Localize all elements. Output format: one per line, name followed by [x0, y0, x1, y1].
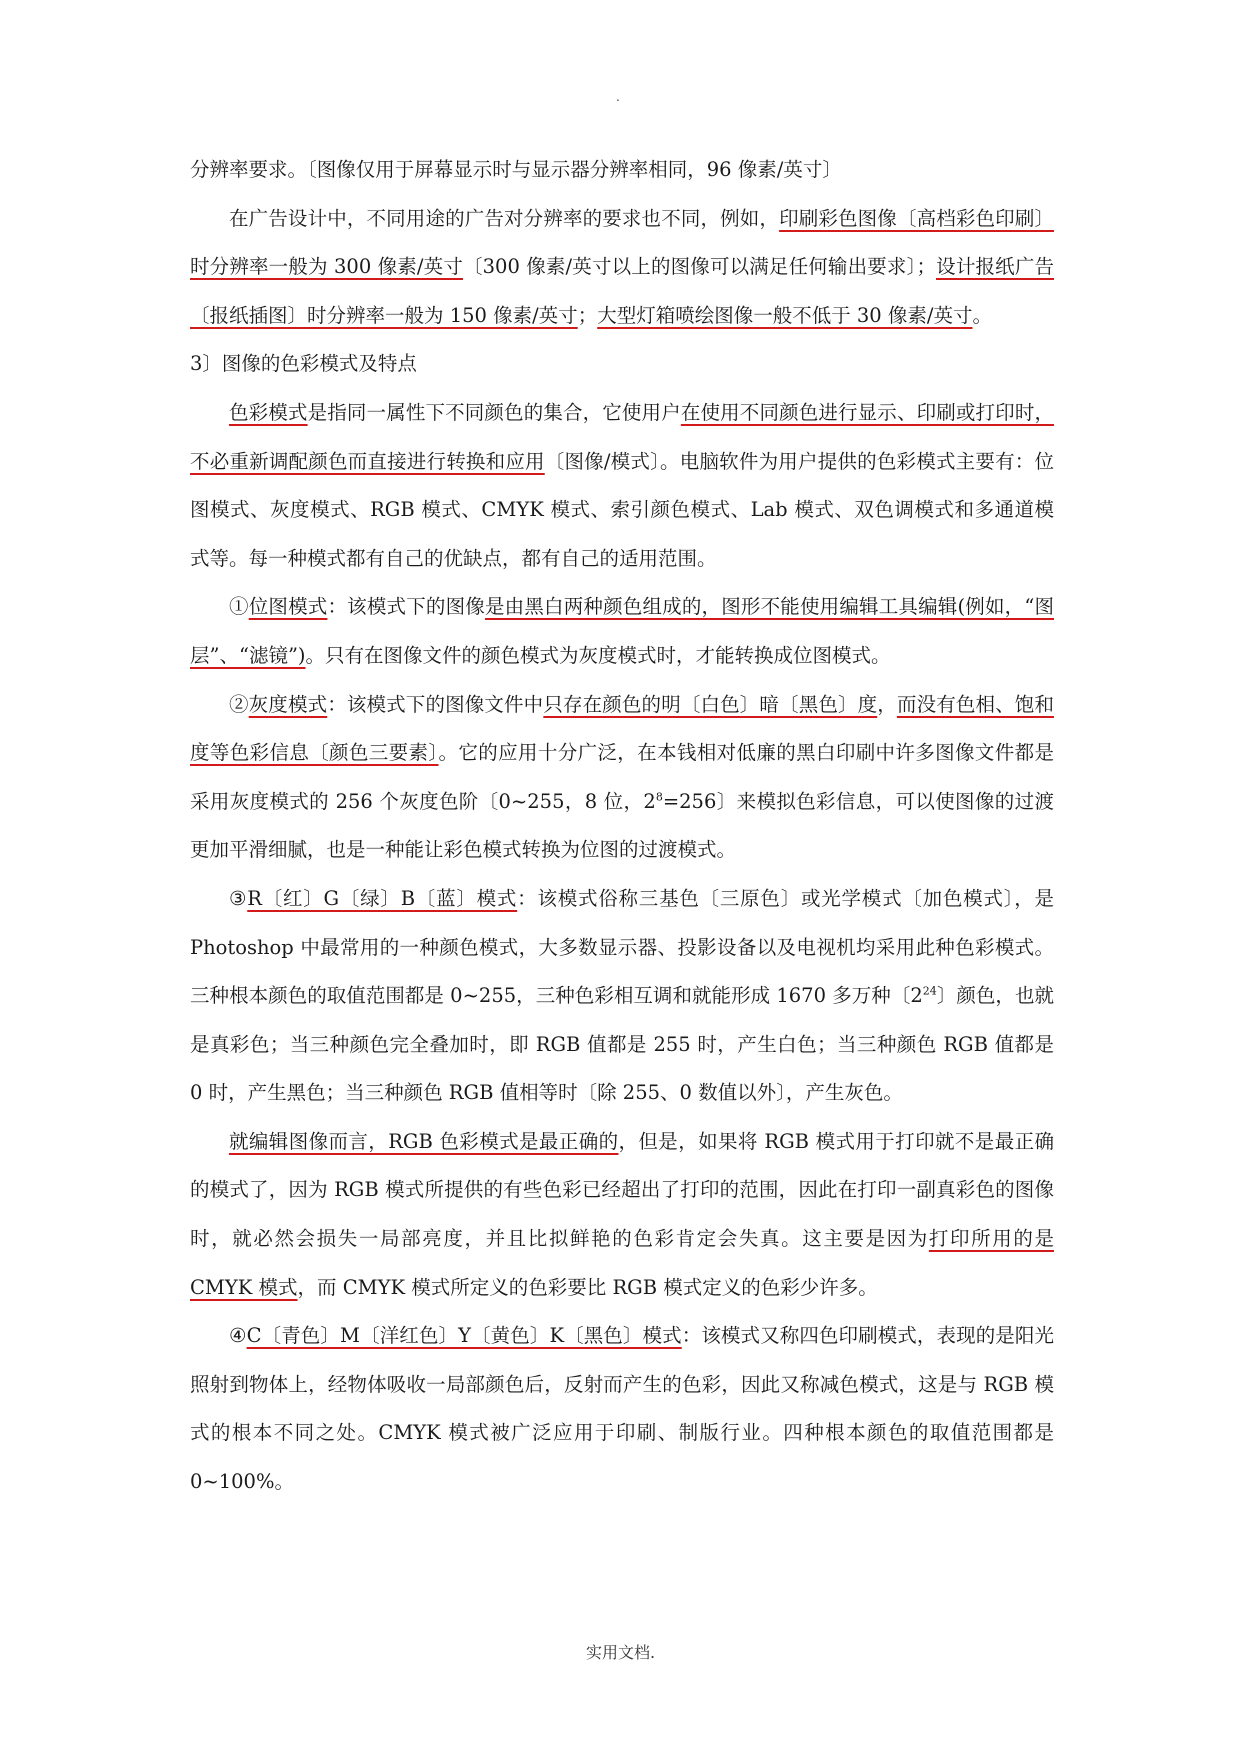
paragraph-bitmap-mode: ①位图模式：该模式下的图像是由黑白两种颜色组成的，图形不能使用编辑工具编辑(例如，“图层”、“滤镜”)。只有在图像文件的颜色模式为灰度模式时，才能转换成位图模式。	[190, 595, 1054, 667]
underline-cmyk-mode: C〔青色〕M〔洋红色〕Y〔黄色〕K〔黑色〕模式	[246, 1324, 682, 1348]
underline-color-mode: 色彩模式	[229, 400, 308, 424]
paragraph-cmyk-mode: ④C〔青色〕M〔洋红色〕Y〔黄色〕K〔黑色〕模式：该模式又称四色印刷模式，表现的是阳光照射到物体上，经物体吸收一局部颜色后，反射而产生的色彩，因此又称减色模式，这是与 RGB 模式的根本不同之处。CMYK 模式被广泛应用于印刷、制版行业。四种根本颜色的取值范围都是 0~100%。	[190, 1324, 1055, 1494]
paragraph-rgb-mode: ③R〔红〕G〔绿〕B〔蓝〕模式：该模式俗称三基色〔三原色〕或光学模式〔加色模式〕，是 Photoshop 中最常用的一种颜色模式，大多数显示器、投影设备以及电视机均采用此种色彩模式。三种根本颜色的取值范围都是 0~255，三种色彩相互调和就能形成 1670 多万种〔$2^{24}$〕颜色，也就是真彩色；当三种颜色完全叠加时，即 RGB 值都是 255 时，产生白色；当三种颜色 RGB 值都是 0 时，产生黑色；当三种颜色 RGB 值相等时〔除 255、0 数值以外〕，产生灰色。	[190, 886, 1054, 1105]
paragraph-ad-resolution: 在广告设计中，不同用途的广告对分辨率的要求也不同，例如，印刷彩色图像〔高档彩色印刷〕时分辨率一般为 300 像素/英寸〔300 像素/英寸以上的图像可以满足任何输出要求〕；设计报纸广告〔报纸插图〕时分辨率一般为 150 像素/英寸；大型灯箱喷绘图像一般不低于 30 像素/英寸。	[190, 206, 1054, 327]
paragraph-grayscale-mode: ②灰度模式：该模式下的图像文件中只存在颜色的明〔白色〕暗〔黑色〕度，而没有色相、饱和度等色彩信息〔颜色三要素〕。它的应用十分广泛，在本钱相对低廉的黑白印刷中许多图像文件都是采用灰度模式的 256 个灰度色阶〔0~255，8 位，$2^8=256$〕来模拟色彩信息，可以使图像的过渡更加平滑细腻，也是一种能让彩色模式转换为位图的过渡模式。	[190, 692, 1055, 862]
header-mark: .	[616, 90, 620, 104]
underline-color-mode-usage: 在使用不同颜色进行显示、印刷或打印时，不必重新调配颜色而直接进行转换和应用	[190, 400, 1054, 473]
page-footer: 实用文档.	[585, 1643, 656, 1662]
underline-grayscale-mode: 灰度模式	[248, 692, 328, 716]
paragraph-color-mode-definition: 色彩模式是指同一属性下不同颜色的集合，它使用户在使用不同颜色进行显示、印刷或打印时，不必重新调配颜色而直接进行转换和应用〔图像/模式〕。电脑软件为用户提供的色彩模式主要有：位图模式、灰度模式、RGB 模式、CMYK 模式、索引颜色模式、Lab 模式、双色调模式和多通道模式等。每一种模式都有自己的优缺点，都有自己的适用范围。	[190, 400, 1054, 570]
underline-grayscale-no-hue: 而没有色相、饱和度等色彩信息〔颜色三要素〕	[190, 692, 1054, 765]
paragraph-resolution-note: 分辨率要求。〔图像仅用于屏幕显示时与显示器分辨率相同，96 像素/英寸〕	[190, 158, 842, 181]
underline-print-resolution: 印刷彩色图像〔高档彩色印刷〕时分辨率一般为 300 像素/英寸	[190, 206, 1054, 279]
underline-rgb-best-for-editing: 就编辑图像而言，RGB 色彩模式是最正确的	[229, 1129, 619, 1153]
section-heading-color-modes: 3〕图像的色彩模式及特点	[190, 352, 417, 376]
underline-newspaper-resolution: 设计报纸广告〔报纸插图〕时分辨率一般为 150 像素/英寸	[190, 255, 1054, 327]
underline-rgb-mode: R〔红〕G〔绿〕B〔蓝〕模式	[247, 886, 518, 910]
underline-bitmap-description: 是由黑白两种颜色组成的，图形不能使用编辑工具编辑(例如，“图层”、“滤镜”)	[190, 595, 1054, 667]
document-body	[190, 146, 1054, 1507]
underline-cmyk-printing: 打印所用的是 CMYK 模式	[190, 1227, 1054, 1299]
paragraph-rgb-editing: 就编辑图像而言，RGB 色彩模式是最正确的，但是，如果将 RGB 模式用于打印就不是最正确的模式了，因为 RGB 模式所提供的有些色彩已经超出了打印的范围，因此在打印一副真彩色的图像时，就必然会损失一局部亮度，并且比拟鲜艳的色彩肯定会失真。这主要是因为打印所用的是 CMYK 模式，而 CMYK 模式所定义的色彩要比 RGB 模式定义的色彩少许多。	[190, 1129, 1054, 1299]
underline-bitmap-mode: 位图模式	[248, 595, 328, 619]
underline-grayscale-brightness: 只存在颜色的明〔白色〕暗〔黑色〕度	[543, 692, 878, 716]
underline-lightbox-resolution: 大型灯箱喷绘图像一般不低于 30 像素/英寸	[597, 303, 973, 327]
